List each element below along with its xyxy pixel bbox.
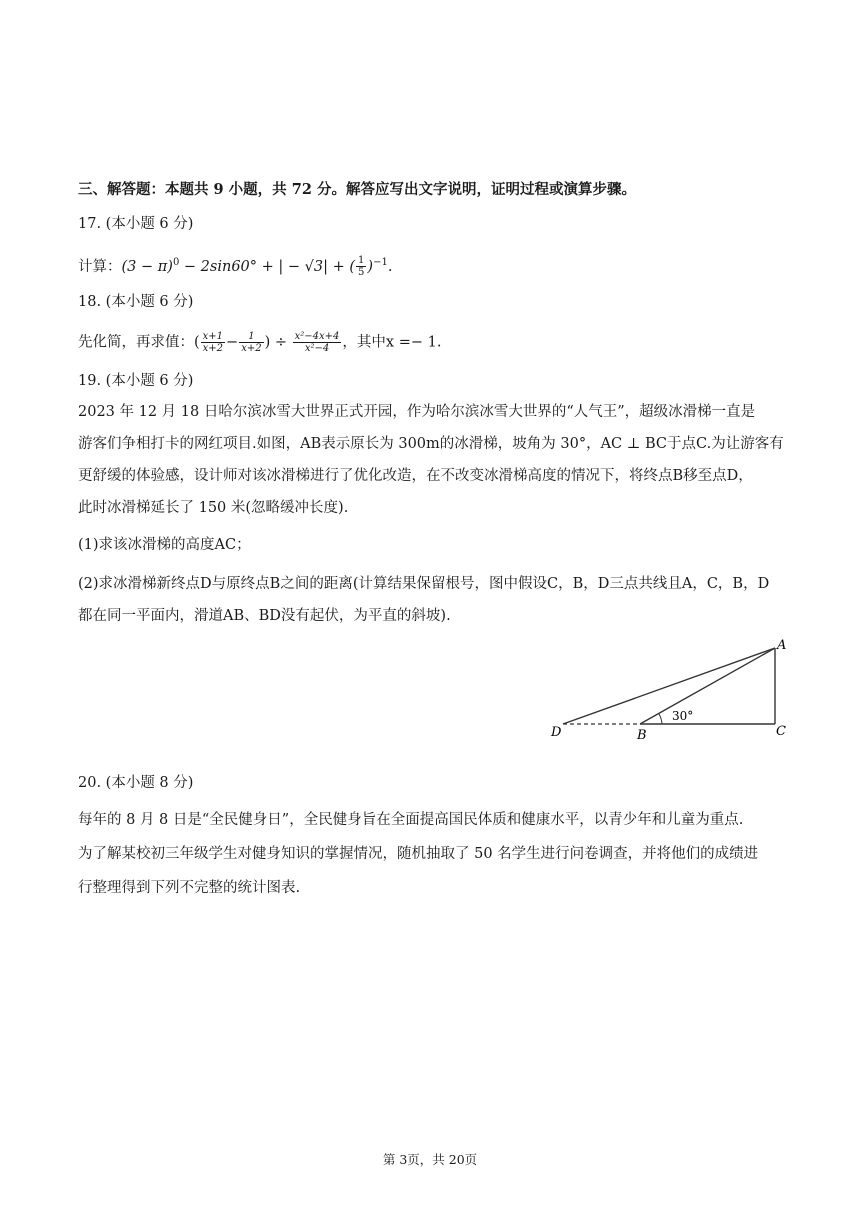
q18-fraction-1 [201, 331, 225, 354]
q17-expr-a-sup: 0 [172, 257, 180, 268]
point-B-label: B [637, 728, 647, 743]
q19-paragraph-line-2: 游客们争相打卡的网红项目.如图，AB表示原长为 300m的冰滑梯，坡角为 30°，AC ⊥ BC于点C.为让游客有 [78, 436, 784, 452]
q19-paragraph-line-1: 2023 年 12 月 18 日哈尔滨冰雪大世界正式开园，作为哈尔滨冰雪大世界的“人气王”，超级冰滑梯一直是 [78, 404, 756, 420]
q20-paragraph-line-1: 每年的 8 月 8 日是“全民健身日”，全民健身旨在全面提高国民体质和健康水平，以青少年和儿童为重点. [78, 812, 744, 828]
q18-f1-num: x+1 [202, 331, 224, 342]
q18-prompt: 先化简，再求值：( [78, 334, 200, 351]
q18-minus: − [226, 334, 239, 351]
q18-f1-den: x+2 [202, 343, 224, 354]
q17-expr-c-sup: −1 [373, 257, 388, 268]
q18-fraction-3 [293, 331, 342, 354]
q19-paragraph-line-3: 更舒缓的体验感，设计师对该冰滑梯进行了优化改造，在不改变冰滑梯高度的情况下，将终点B移至点D， [78, 468, 753, 484]
segment-DA [563, 648, 775, 724]
q20-header: 20. (本小题 8 分) [78, 775, 194, 791]
q17-expr-b: − 2sin60° + | − √3| + ( [179, 258, 356, 275]
q18-expression [78, 331, 441, 354]
q18-f3-num: x²−4x+4 [294, 331, 340, 342]
page-footer: 第 3页，共 20页 [382, 1152, 478, 1167]
angle-label: 30° [672, 709, 694, 723]
q17-expr-a: (3 − π) [121, 258, 173, 275]
q17-fraction [356, 255, 366, 278]
section-heading: 三、解答题：本题共 9 小题，共 72 分。解答应写出文字说明，证明过程或演算步骤。 [78, 181, 636, 198]
q18-f3-den: x²−4 [304, 343, 330, 354]
q20-paragraph-line-2: 为了解某校初三年级学生对健身知识的掌握情况，随机抽取了 50 名学生进行问卷调查，并将他们的成绩进 [78, 846, 759, 862]
point-D-label: D [551, 725, 562, 740]
q17-expression [78, 253, 392, 278]
q18-tail: ，其中x =− 1. [342, 334, 442, 351]
q18-div: ) ÷ [264, 334, 292, 351]
q17-frac-den: 5 [358, 267, 365, 279]
q18-fraction-2 [239, 331, 263, 354]
q17-expr-c: ) [367, 258, 374, 275]
q19-header: 19. (本小题 6 分) [78, 373, 194, 389]
q18-f2-num: 1 [239, 331, 263, 343]
q17-header: 17. (本小题 6 分) [78, 216, 194, 232]
q19-subquestion-2-line-1: (2)求冰滑梯新终点D与原终点B之间的距离(计算结果保留根号，图中假设C，B，D三点共线且A，C，B，D [78, 576, 770, 592]
q20-paragraph-line-3: 行整理得到下列不完整的统计图表. [78, 880, 301, 896]
slide-diagram [548, 636, 798, 746]
q18-f2-den: x+2 [241, 343, 262, 354]
q19-subquestion-1: (1)求该冰滑梯的高度AC； [78, 537, 251, 553]
segment-BA [640, 648, 775, 724]
q17-expr-end: . [387, 258, 393, 275]
q19-subquestion-2-line-2: 都在同一平面内，滑道AB、BD没有起伏，为平直的斜坡). [78, 608, 451, 624]
angle-arc [659, 714, 662, 724]
point-C-label: C [776, 724, 786, 739]
q17-frac-num: 1 [358, 255, 365, 267]
q17-prompt: 计算： [78, 258, 122, 275]
q19-paragraph-line-4: 此时冰滑梯延长了 150 米(忽略缓冲长度). [78, 500, 349, 516]
point-A-label: A [777, 638, 787, 653]
q18-header: 18. (本小题 6 分) [78, 294, 194, 310]
